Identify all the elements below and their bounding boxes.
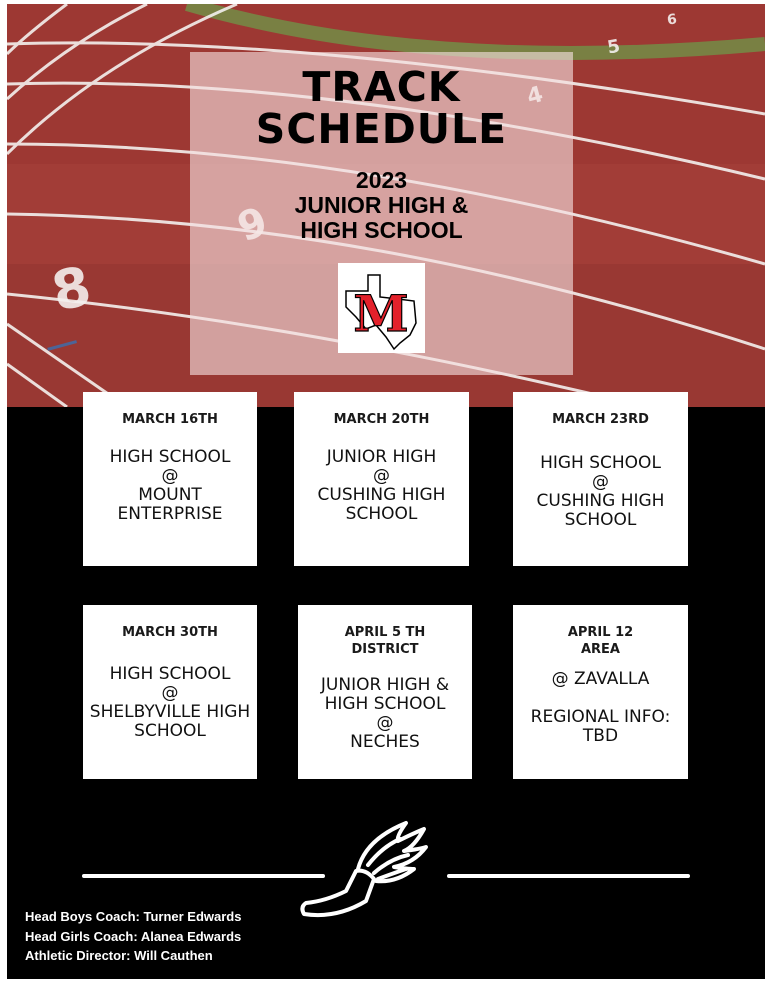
event-details	[513, 454, 688, 530]
event-date-line-2: AREA	[580, 642, 620, 657]
event-line: JUNIOR HIGH &	[320, 675, 450, 695]
event-line: HIGH SCHOOL	[540, 453, 661, 473]
logo-letter: M	[353, 284, 409, 343]
event-line: @	[376, 713, 394, 733]
divider-right	[447, 874, 690, 878]
event-details	[294, 448, 469, 524]
event-card-3	[513, 392, 688, 566]
event-date	[298, 624, 472, 658]
event-line: SHELBYVILLE HIGH	[89, 702, 251, 722]
event-date: MARCH 16TH	[122, 412, 218, 427]
event-date: MARCH 23RD	[552, 412, 649, 427]
staff-line: Head Girls Coach: Alanea Edwards	[25, 928, 242, 944]
event-spacer	[513, 689, 688, 708]
school-logo	[338, 263, 425, 353]
event-details	[83, 665, 257, 741]
staff-line: Athletic Director: Will Cauthen	[25, 948, 213, 963]
event-line: REGIONAL INFO:	[530, 707, 671, 727]
event-line: JUNIOR HIGH	[326, 447, 437, 467]
event-line: ENTERPRISE	[117, 504, 223, 524]
page-title	[190, 63, 573, 153]
subtitle	[190, 168, 573, 243]
event-date: MARCH 20TH	[333, 412, 430, 427]
event-details	[298, 676, 472, 752]
lane-number-5: 5	[605, 35, 622, 59]
event-line: @	[373, 466, 390, 486]
event-card-5	[298, 605, 472, 779]
event-line: NECHES	[350, 732, 420, 752]
event-line: HIGH SCHOOL	[109, 664, 231, 684]
event-line: @	[161, 466, 179, 486]
event-date-line-2: DISTRICT	[351, 642, 419, 657]
event-card-6	[513, 605, 688, 779]
event-line: CUSHING HIGH	[317, 485, 446, 505]
winged-shoe-icon	[296, 819, 431, 929]
flyer	[7, 4, 765, 979]
subtitle-line-1: JUNIOR HIGH &	[294, 192, 469, 218]
divider-left	[82, 874, 325, 878]
subtitle-line-2: HIGH SCHOOL	[300, 217, 463, 243]
event-line: CUSHING HIGH	[536, 491, 665, 511]
staff-credits	[25, 907, 241, 966]
event-line: MOUNT	[138, 485, 202, 505]
lane-number-6: 6	[666, 11, 678, 29]
title-line-1: TRACK	[302, 63, 461, 111]
event-line: @ ZAVALLA	[551, 669, 650, 689]
event-line: HIGH SCHOOL	[324, 694, 446, 714]
event-card-2	[294, 392, 469, 566]
event-card-1	[83, 392, 257, 566]
event-line: @	[592, 472, 609, 492]
texas-m-logo-icon	[338, 263, 425, 353]
event-line: SCHOOL	[564, 510, 637, 530]
event-date-line-1: APRIL 5 TH	[344, 625, 426, 640]
title-panel	[190, 52, 573, 375]
event-date-line-1: APRIL 12	[567, 625, 634, 640]
event-line: @	[161, 683, 179, 703]
year: 2023	[355, 167, 408, 193]
lane-number-8: 8	[46, 254, 97, 324]
event-line: SCHOOL	[345, 504, 418, 524]
track-photo	[7, 4, 765, 407]
event-card-4	[83, 605, 257, 779]
event-details	[513, 670, 688, 746]
staff-line: Head Boys Coach: Turner Edwards	[25, 909, 242, 924]
event-line: SCHOOL	[134, 721, 206, 741]
event-date	[513, 624, 688, 658]
event-details	[83, 448, 257, 524]
event-line: TBD	[582, 726, 619, 746]
event-date: MARCH 30TH	[122, 625, 218, 640]
title-line-2: SCHEDULE	[255, 105, 508, 153]
event-line: HIGH SCHOOL	[109, 447, 231, 467]
